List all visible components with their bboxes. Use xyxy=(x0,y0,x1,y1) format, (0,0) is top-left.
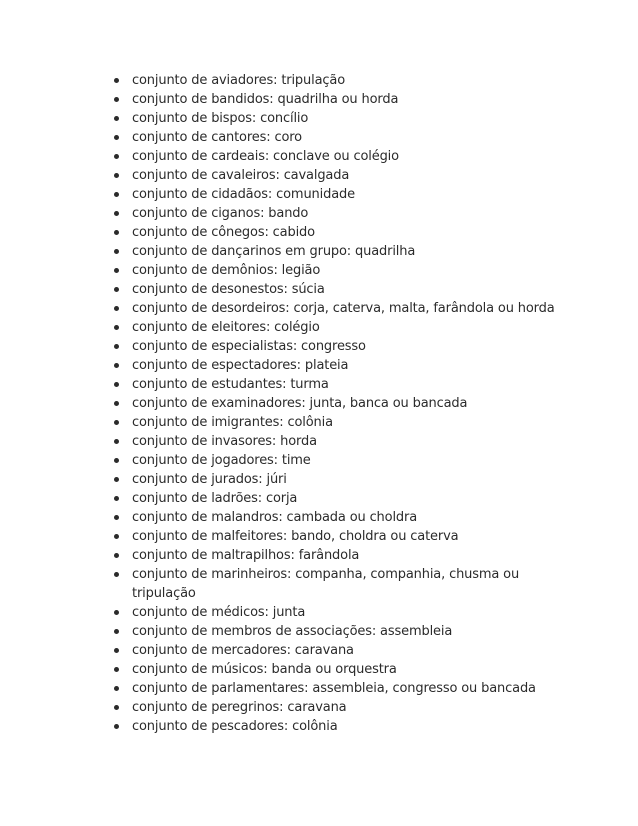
list-item-text: conjunto de jurados: júri xyxy=(132,472,287,487)
list-item xyxy=(112,356,572,375)
list-item xyxy=(112,413,572,432)
list-item-text: conjunto de malfeitores: bando, choldra ou caterva xyxy=(132,529,459,544)
list-item xyxy=(112,261,572,280)
list-item xyxy=(112,128,572,147)
list-item-text: conjunto de médicos: junta xyxy=(132,605,306,620)
bullet-icon xyxy=(114,667,119,672)
bullet-icon xyxy=(114,230,119,235)
bullet-icon xyxy=(114,686,119,691)
list-item-text: conjunto de especialistas: congresso xyxy=(132,339,366,354)
list-item-text: conjunto de bandidos: quadrilha ou horda xyxy=(132,92,399,107)
bullet-icon xyxy=(114,287,119,292)
list-item-text: conjunto de imigrantes: colônia xyxy=(132,415,333,430)
bullet-icon xyxy=(114,268,119,273)
list-item xyxy=(112,147,572,166)
bullet-icon xyxy=(114,401,119,406)
list-item-text: conjunto de espectadores: plateia xyxy=(132,358,349,373)
list-item xyxy=(112,451,572,470)
list-item xyxy=(112,698,572,717)
list-item xyxy=(112,432,572,451)
bullet-icon xyxy=(114,572,119,577)
bullet-icon xyxy=(114,458,119,463)
bullet-icon xyxy=(114,382,119,387)
list-item xyxy=(112,565,572,603)
list-item-text: conjunto de jogadores: time xyxy=(132,453,311,468)
list-item-text: conjunto de marinheiros: companha, companhia, chusma ou tripulação xyxy=(132,567,520,601)
list-item-text: conjunto de desonestos: súcia xyxy=(132,282,325,297)
bullet-icon xyxy=(114,344,119,349)
bullet-icon xyxy=(114,154,119,159)
list-item-text: conjunto de cônegos: cabido xyxy=(132,225,315,240)
list-item-text: conjunto de aviadores: tripulação xyxy=(132,73,346,88)
list-item xyxy=(112,109,572,128)
list-item-text: conjunto de cavaleiros: cavalgada xyxy=(132,168,350,183)
list-item-text: conjunto de cidadãos: comunidade xyxy=(132,187,355,202)
list-item xyxy=(112,622,572,641)
list-item-text: conjunto de pescadores: colônia xyxy=(132,719,338,734)
bullet-icon xyxy=(114,496,119,501)
list-item-text: conjunto de peregrinos: caravana xyxy=(132,700,347,715)
list-item xyxy=(112,641,572,660)
list-item xyxy=(112,717,572,736)
list-item-text: conjunto de ladrões: corja xyxy=(132,491,298,506)
list-item-text: conjunto de cantores: coro xyxy=(132,130,302,145)
list-item xyxy=(112,166,572,185)
list-item xyxy=(112,508,572,527)
list-item xyxy=(112,299,572,318)
list-item xyxy=(112,546,572,565)
list-item xyxy=(112,679,572,698)
list-item xyxy=(112,242,572,261)
list-item xyxy=(112,318,572,337)
list-item xyxy=(112,603,572,622)
list-item-text: conjunto de cardeais: conclave ou colégio xyxy=(132,149,399,164)
bullet-icon xyxy=(114,648,119,653)
list-item xyxy=(112,204,572,223)
bullet-icon xyxy=(114,439,119,444)
list-item-text: conjunto de membros de associações: assembleia xyxy=(132,624,453,639)
bullet-icon xyxy=(114,515,119,520)
list-item-text: conjunto de ciganos: bando xyxy=(132,206,309,221)
bullet-icon xyxy=(114,135,119,140)
bullet-icon xyxy=(114,610,119,615)
list-item-text: conjunto de estudantes: turma xyxy=(132,377,329,392)
list-item xyxy=(112,280,572,299)
bullet-icon xyxy=(114,97,119,102)
list-item-text: conjunto de malandros: cambada ou choldra xyxy=(132,510,418,525)
list-item-text: conjunto de parlamentares: assembleia, congresso ou bancada xyxy=(132,681,536,696)
list-item-text: conjunto de maltrapilhos: farândola xyxy=(132,548,360,563)
list-item xyxy=(112,394,572,413)
list-item-text: conjunto de invasores: horda xyxy=(132,434,317,449)
bullet-icon xyxy=(114,249,119,254)
bullet-icon xyxy=(114,534,119,539)
bullet-icon xyxy=(114,192,119,197)
list-item-text: conjunto de demônios: legião xyxy=(132,263,321,278)
list-item xyxy=(112,185,572,204)
list-item-text: conjunto de eleitores: colégio xyxy=(132,320,320,335)
bullet-icon xyxy=(114,363,119,368)
list-item xyxy=(112,90,572,109)
bullet-icon xyxy=(114,553,119,558)
bullet-icon xyxy=(114,306,119,311)
list-item xyxy=(112,660,572,679)
bullet-icon xyxy=(114,116,119,121)
list-item xyxy=(112,527,572,546)
list-item-text: conjunto de bispos: concílio xyxy=(132,111,309,126)
collective-nouns-list xyxy=(112,71,572,736)
bullet-icon xyxy=(114,173,119,178)
bullet-icon xyxy=(114,325,119,330)
list-item-text: conjunto de músicos: banda ou orquestra xyxy=(132,662,397,677)
bullet-icon xyxy=(114,78,119,83)
bullet-icon xyxy=(114,724,119,729)
bullet-icon xyxy=(114,211,119,216)
bullet-icon xyxy=(114,477,119,482)
list-item-text: conjunto de examinadores: junta, banca ou bancada xyxy=(132,396,468,411)
list-item xyxy=(112,337,572,356)
bullet-icon xyxy=(114,629,119,634)
list-item xyxy=(112,375,572,394)
list-item xyxy=(112,71,572,90)
list-item xyxy=(112,470,572,489)
list-item-text: conjunto de mercadores: caravana xyxy=(132,643,354,658)
bullet-icon xyxy=(114,420,119,425)
bullet-icon xyxy=(114,705,119,710)
list-item xyxy=(112,223,572,242)
list-item-text: conjunto de dançarinos em grupo: quadrilha xyxy=(132,244,416,259)
list-item-text: conjunto de desordeiros: corja, caterva, malta, farândola ou horda xyxy=(132,301,555,316)
list-item xyxy=(112,489,572,508)
